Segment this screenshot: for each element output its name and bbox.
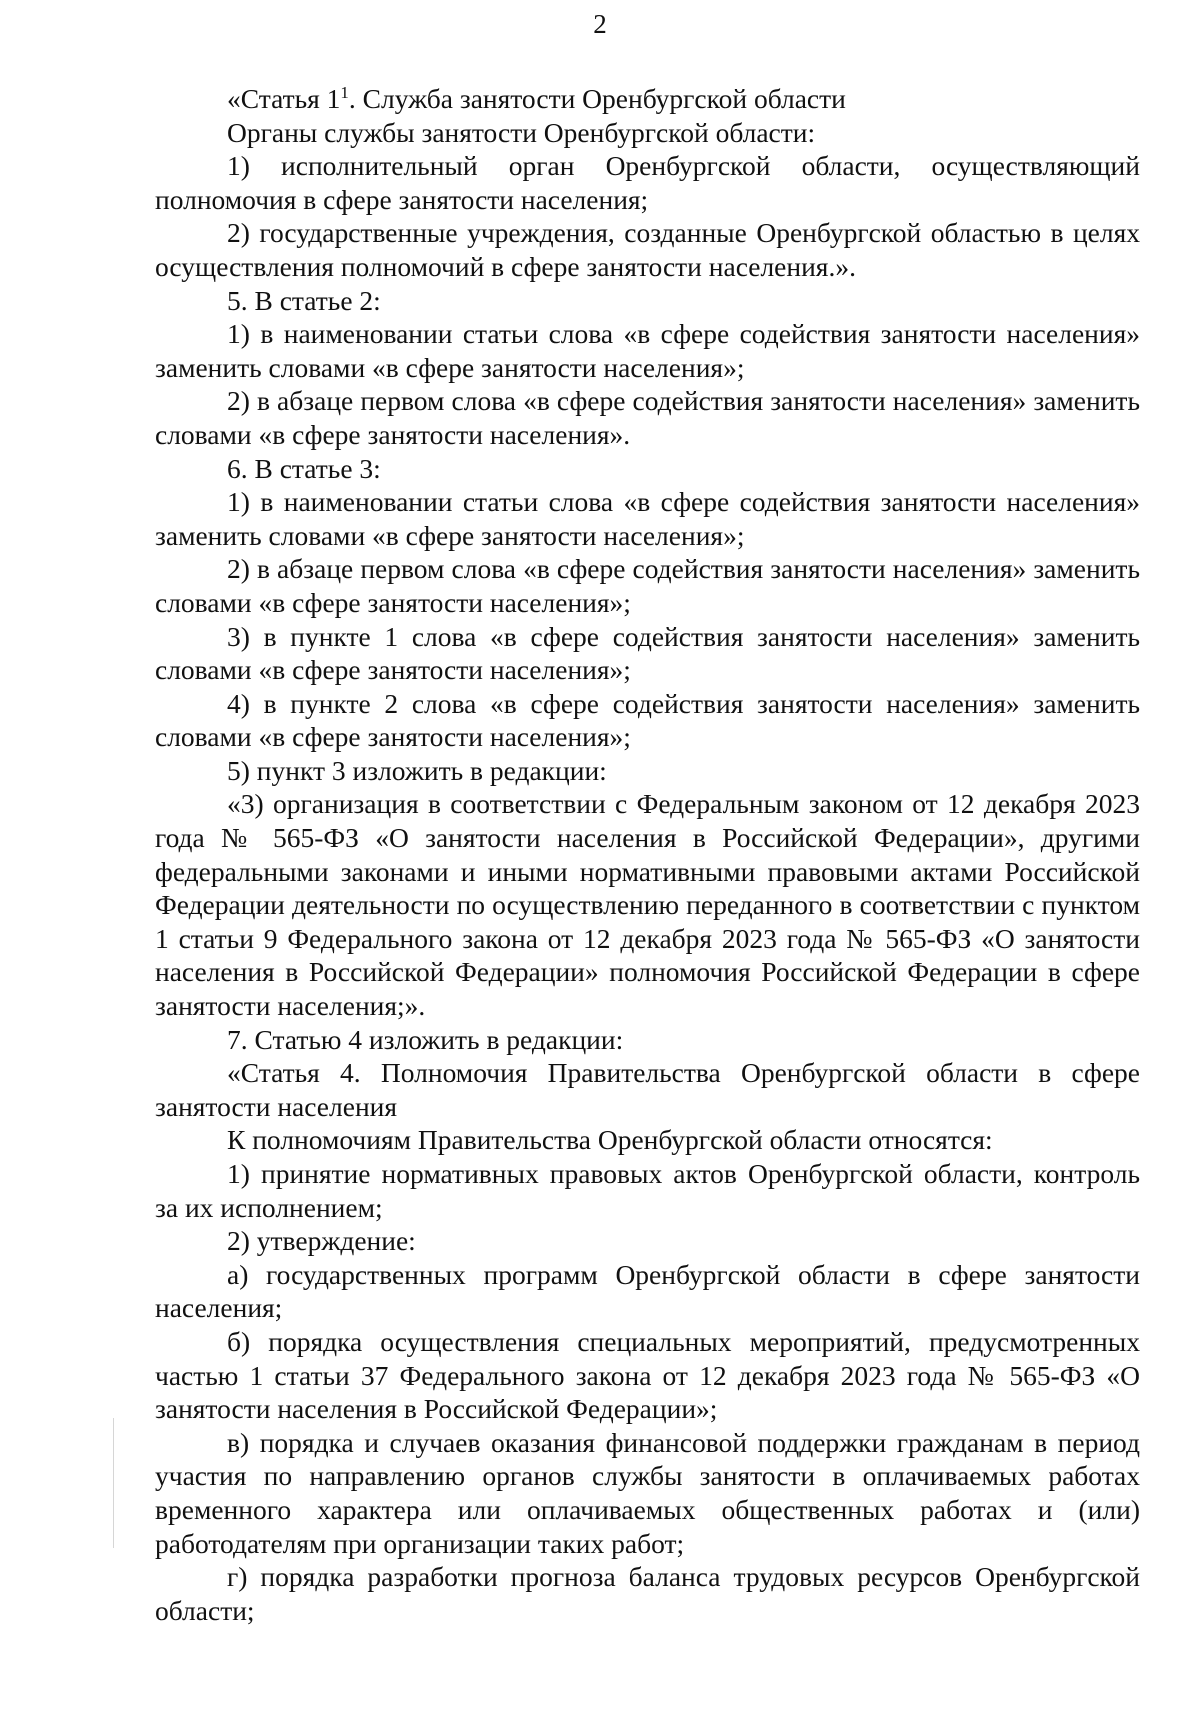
paragraph: в) порядка и случаев оказания финансовой поддержки гражданам в период участия по направлению органов службы занятости в оплачиваемых работах временного характера или оплачиваемых общественных работах и (или) работодателям при организации таких работ; (155, 1426, 1140, 1559)
paragraph: «Статья 4. Полномочия Правительства Оренбургской области в сфере занятости населения (155, 1057, 1140, 1122)
paragraph: б) порядка осуществления специальных мероприятий, предусмотренных частью 1 статьи 37 Федерального закона от 12 декабря 2023 года № 565-ФЗ «О занятости населения в Российской Федерации»; (155, 1325, 1140, 1425)
paragraph: К полномочиям Правительства Оренбургской области относятся: (227, 1124, 993, 1156)
paragraph: г) порядка разработки прогноза баланса трудовых ресурсов Оренбургской области; (155, 1561, 1140, 1626)
paragraph: 1) в наименовании статьи слова «в сфере содействия занятости населения» заменить словами «в сфере занятости населения»; (155, 486, 1140, 551)
article-heading-title: . Служба занятости Оренбургской области (348, 83, 846, 114)
paragraph: 4) в пункте 2 слова «в сфере содействия занятости населения» заменить словами «в сфере занятости населения»; (155, 687, 1140, 753)
page-number: 2 (593, 9, 607, 39)
paragraph: а) государственных программ Оренбургской области в сфере занятости населения; (155, 1258, 1140, 1324)
paragraph: 1) принятие нормативных правовых актов Оренбургской области, контроль за их исполнением; (155, 1158, 1140, 1223)
paragraph: 6. В статье 3: (227, 452, 381, 484)
paragraph: 7. Статью 4 изложить в редакции: (227, 1023, 624, 1055)
paragraph: 2) в абзаце первом слова «в сфере содействия занятости населения» заменить словами «в сфере занятости населения»; (155, 553, 1140, 618)
paragraph: «3) организация в соответствии с Федеральным законом от 12 декабря 2023 года № 565-ФЗ «О занятости населения в Российской Федерации», другими федеральными законами и иными нормативными правовыми актами Российской Федерации деятельности по осуществлению переданного в соответствии с пунктом 1 статьи 9 Федерального закона от 12 декабря 2023 года № 565-ФЗ «О занятости населения в Российской Федерации» полномочия Российской Федерации в сфере занятости населения;». (155, 788, 1140, 1022)
article-heading (155, 82, 1140, 116)
paragraph: 1) исполнительный орган Оренбургской области, осуществляющий полномочия в сфере занятости населения; (155, 150, 1140, 215)
paragraph: 5. В статье 2: (227, 284, 381, 316)
paragraph: Органы службы занятости Оренбургской области: (227, 116, 816, 148)
paragraph: 1) в наименовании статьи слова «в сфере содействия занятости населения» заменить словами «в сфере занятости населения»; (155, 318, 1140, 383)
article-heading-superscript: 1 (340, 82, 349, 102)
paragraph: 5) пункт 3 изложить в редакции: (227, 754, 607, 786)
document-body (155, 82, 1140, 1627)
paragraph: 2) государственные учреждения, созданные Оренбургской областью в целях осуществления полномочий в сфере занятости населения.». (155, 217, 1140, 282)
paragraph: 3) в пункте 1 слова «в сфере содействия занятости населения» заменить словами «в сфере занятости населения»; (155, 620, 1140, 686)
paragraph: 2) утверждение: (227, 1225, 416, 1257)
paragraph: 2) в абзаце первом слова «в сфере содействия занятости населения» заменить словами «в сфере занятости населения». (155, 385, 1140, 450)
article-heading-prefix: «Статья 1 (227, 83, 341, 114)
scan-artifact-line (113, 1418, 114, 1548)
